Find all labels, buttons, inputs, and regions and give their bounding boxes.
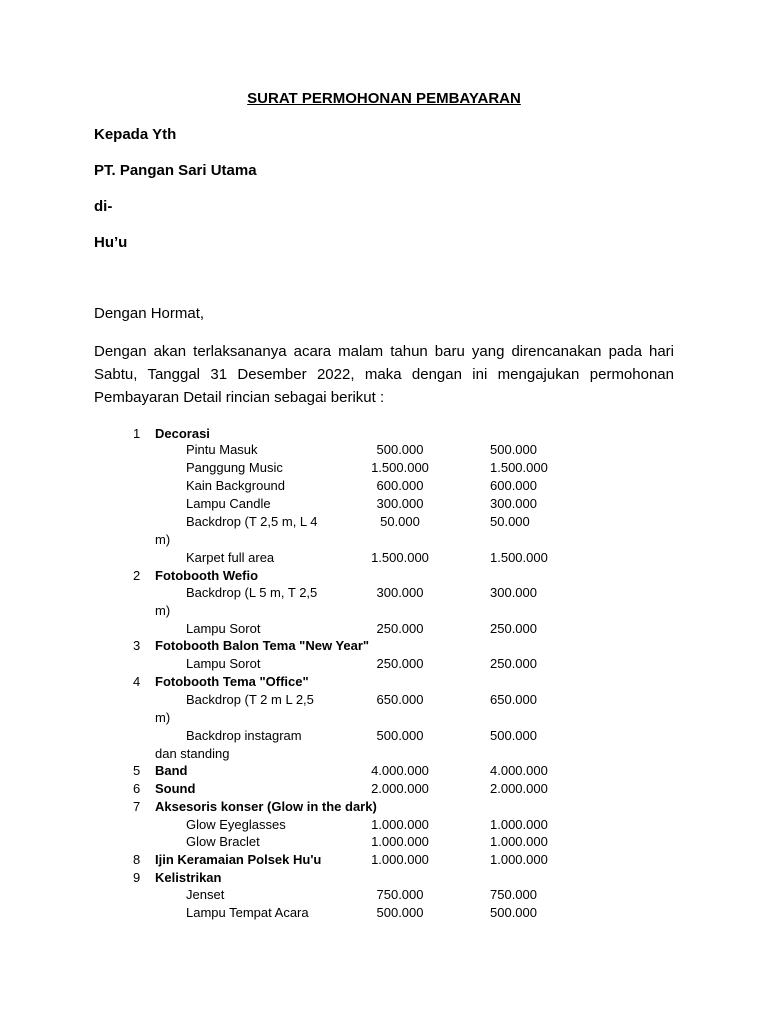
subitem-name: Backdrop (T 2,5 m, L 4 bbox=[186, 514, 318, 529]
item-value-1: 2.000.000 bbox=[371, 781, 429, 796]
recipient-location: Hu’u bbox=[94, 234, 128, 251]
subitem-value-2: 500.000 bbox=[490, 728, 537, 743]
item-number: 1 bbox=[133, 426, 141, 441]
item-number: 8 bbox=[133, 852, 141, 867]
item-category: Fotobooth Tema "Office" bbox=[155, 674, 309, 689]
subitem-value-1: 1.000.000 bbox=[371, 834, 429, 849]
item-category: Fotobooth Wefio bbox=[155, 568, 259, 583]
item-value-2: 4.000.000 bbox=[490, 763, 548, 778]
subitem-value-2: 500.000 bbox=[490, 442, 537, 457]
item-category: Kelistrikan bbox=[155, 870, 222, 885]
subitem-value-1: 50.000 bbox=[380, 514, 420, 529]
subitem-value-2: 1.000.000 bbox=[490, 834, 548, 849]
subitem-value-1: 250.000 bbox=[376, 621, 424, 636]
subitem-name: Pintu Masuk bbox=[186, 442, 258, 457]
subitem-name: Backdrop instagram bbox=[186, 728, 302, 743]
subitem-name: Jenset bbox=[186, 887, 225, 902]
subitem-name: Glow Eyeglasses bbox=[186, 817, 286, 832]
subitem-name-continued: m) bbox=[155, 603, 171, 618]
subitem-value-1: 650.000 bbox=[376, 692, 424, 707]
item-number: 7 bbox=[133, 799, 141, 814]
subitem-name-continued: m) bbox=[155, 710, 171, 725]
subitem-value-2: 1.500.000 bbox=[490, 460, 548, 475]
item-category: Fotobooth Balon Tema "New Year" bbox=[155, 638, 370, 653]
subitem-name: Backdrop (L 5 m, T 2,5 bbox=[186, 585, 318, 600]
subitem-value-2: 250.000 bbox=[490, 656, 537, 671]
subitem-name: Backdrop (T 2 m L 2,5 bbox=[186, 692, 314, 707]
subitem-value-1: 1.500.000 bbox=[371, 460, 429, 475]
subitem-name: Lampu Tempat Acara bbox=[186, 905, 309, 920]
subitem-value-1: 600.000 bbox=[376, 478, 424, 493]
item-number: 5 bbox=[133, 763, 141, 778]
item-value-1: 4.000.000 bbox=[371, 763, 429, 778]
subitem-value-1: 300.000 bbox=[376, 585, 424, 600]
recipient-di: di- bbox=[94, 198, 113, 215]
item-number: 4 bbox=[133, 674, 141, 689]
subitem-name: Karpet full area bbox=[186, 550, 275, 565]
subitem-value-2: 300.000 bbox=[490, 496, 537, 511]
subitem-value-2: 300.000 bbox=[490, 585, 537, 600]
subitem-value-2: 650.000 bbox=[490, 692, 537, 707]
item-value-2: 1.000.000 bbox=[490, 852, 548, 867]
item-category: Ijin Keramaian Polsek Hu'u bbox=[155, 852, 322, 867]
subitem-name: Lampu Sorot bbox=[186, 621, 261, 636]
subitem-name-continued: m) bbox=[155, 532, 171, 547]
salutation: Dengan Hormat, bbox=[94, 305, 205, 322]
subitem-value-1: 750.000 bbox=[376, 887, 424, 902]
recipient-greeting: Kepada Yth bbox=[94, 126, 177, 143]
subitem-value-1: 250.000 bbox=[376, 656, 424, 671]
subitem-name: Kain Background bbox=[186, 478, 286, 493]
subitem-value-1: 1.500.000 bbox=[371, 550, 429, 565]
subitem-name: Lampu Sorot bbox=[186, 656, 261, 671]
subitem-name-continued: dan standing bbox=[155, 746, 230, 761]
item-value-1: 1.000.000 bbox=[371, 852, 429, 867]
item-number: 9 bbox=[133, 870, 141, 885]
subitem-name: Glow Braclet bbox=[186, 834, 260, 849]
subitem-value-2: 750.000 bbox=[490, 887, 537, 902]
subitem-value-2: 500.000 bbox=[490, 905, 537, 920]
item-category: Decorasi bbox=[155, 426, 210, 441]
subitem-value-2: 600.000 bbox=[490, 478, 537, 493]
subitem-value-1: 500.000 bbox=[376, 728, 424, 743]
item-category: Aksesoris konser (Glow in the dark) bbox=[155, 799, 377, 814]
subitem-value-2: 1.500.000 bbox=[490, 550, 548, 565]
item-number: 6 bbox=[133, 781, 141, 796]
document-title: SURAT PERMOHONAN PEMBAYARAN bbox=[247, 90, 521, 107]
item-number: 3 bbox=[133, 638, 141, 653]
subitem-name: Lampu Candle bbox=[186, 496, 271, 511]
subitem-value-2: 250.000 bbox=[490, 621, 537, 636]
subitem-name: Panggung Music bbox=[186, 460, 283, 475]
item-category: Sound bbox=[155, 781, 196, 796]
body-paragraph: Dengan akan terlaksananya acara malam tahun baru yang direncanakan pada hari Sabtu, Tanggal 31 Desember 2022, maka dengan ini mengajukan permohonan Pembayaran Detail rincian sebagai berikut : bbox=[94, 343, 674, 406]
subitem-value-1: 300.000 bbox=[376, 496, 424, 511]
item-value-2: 2.000.000 bbox=[490, 781, 548, 796]
item-category: Band bbox=[155, 763, 188, 778]
recipient-company: PT. Pangan Sari Utama bbox=[94, 162, 257, 179]
subitem-value-2: 50.000 bbox=[490, 514, 530, 529]
subitem-value-1: 500.000 bbox=[376, 905, 424, 920]
subitem-value-1: 500.000 bbox=[376, 442, 424, 457]
item-number: 2 bbox=[133, 568, 141, 583]
subitem-value-1: 1.000.000 bbox=[371, 817, 429, 832]
subitem-value-2: 1.000.000 bbox=[490, 817, 548, 832]
